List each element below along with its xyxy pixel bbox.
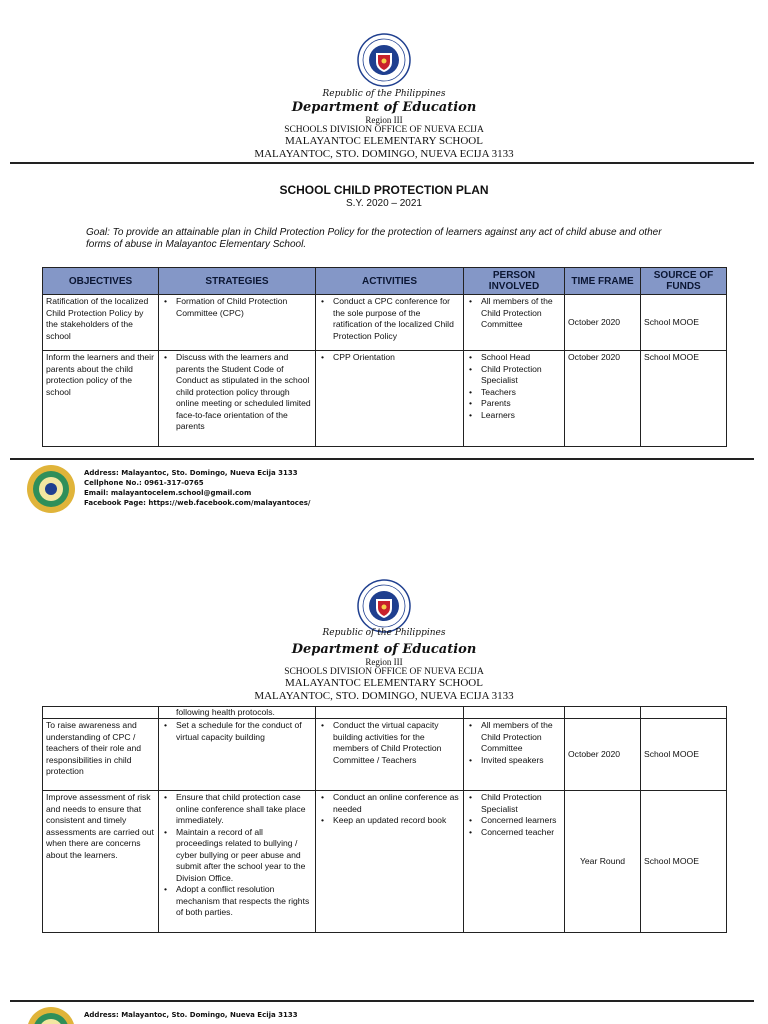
col-time-frame: TIME FRAME bbox=[565, 268, 641, 295]
strategies-cell bbox=[159, 295, 316, 351]
department-line: Department of Education bbox=[291, 642, 477, 657]
time-frame-cell: October 2020 bbox=[565, 351, 641, 447]
list-item: • CPP Orientation bbox=[333, 352, 460, 364]
objective-cell: Ratification of the localized Child Protection Policy by the stakeholders of the school bbox=[43, 295, 159, 351]
list-item: • School Head bbox=[481, 352, 561, 364]
list-item: • Set a schedule for the conduct of virtual capacity building bbox=[176, 720, 312, 743]
activities-cell bbox=[316, 719, 464, 791]
school-name-line: MALAYANTOC ELEMENTARY SCHOOL bbox=[285, 135, 483, 147]
source-cell: School MOOE bbox=[641, 791, 727, 933]
footer-divider bbox=[10, 458, 754, 460]
school-name-line: MALAYANTOC ELEMENTARY SCHOOL bbox=[285, 677, 483, 689]
department-line: Department of Education bbox=[291, 100, 477, 115]
footer-address: Address: Malayantoc, Sto. Domingo, Nueva Ecija 3133 bbox=[84, 469, 298, 477]
school-address-line: MALAYANTOC, STO. DOMINGO, NUEVA ECIJA 3133 bbox=[254, 148, 514, 160]
source-cell: School MOOE bbox=[641, 295, 727, 351]
col-objectives: OBJECTIVES bbox=[43, 268, 159, 295]
school-address-line: MALAYANTOC, STO. DOMINGO, NUEVA ECIJA 3133 bbox=[254, 690, 514, 702]
persons-cell bbox=[464, 351, 565, 447]
header-divider bbox=[10, 162, 754, 164]
persons-cell bbox=[464, 791, 565, 933]
page2-footer bbox=[0, 1004, 768, 1024]
school-logo-icon bbox=[26, 1006, 76, 1024]
time-frame-cell: Year Round bbox=[565, 791, 641, 933]
table-row bbox=[43, 351, 727, 447]
source-cell: School MOOE bbox=[641, 719, 727, 791]
page-title: SCHOOL CHILD PROTECTION PLAN bbox=[279, 183, 489, 197]
list-item: • Discuss with the learners and parents the Student Code of Conduct as stipulated in the school child protection policy through online meeting or scheduled limited face-to-face orientation of the parents bbox=[176, 352, 312, 433]
col-activities: ACTIVITIES bbox=[316, 268, 464, 295]
objective-cell: Inform the learners and their parents about the child protection policy of the school bbox=[43, 351, 159, 447]
footer-divider bbox=[10, 1000, 754, 1002]
objective-cell: To raise awareness and understanding of CPC / teachers of their role and responsibilities in child protection bbox=[43, 719, 159, 791]
deped-seal-icon bbox=[357, 33, 411, 87]
activities-cell bbox=[316, 295, 464, 351]
plan-table-page1 bbox=[42, 267, 727, 447]
deped-seal-icon bbox=[357, 579, 411, 633]
list-item: • Concerned teacher bbox=[481, 827, 561, 839]
list-item: • Concerned learners bbox=[481, 815, 561, 827]
table-row bbox=[43, 719, 727, 791]
col-strategies: STRATEGIES bbox=[159, 268, 316, 295]
list-item: • Conduct the virtual capacity building activities for the members of Child Protection Committee / Teachers bbox=[333, 720, 460, 766]
table-row bbox=[43, 707, 727, 719]
persons-cell bbox=[464, 719, 565, 791]
activities-cell bbox=[316, 791, 464, 933]
school-year: S.Y. 2020 – 2021 bbox=[346, 198, 422, 209]
division-line: SCHOOLS DIVISION OFFICE OF NUEVA ECIJA bbox=[284, 125, 484, 135]
list-item: • Maintain a record of all proceedings related to bullying / cyber bullying or peer abuse and submit after the school year to the Division Office. bbox=[176, 827, 312, 885]
list-item: • Teachers bbox=[481, 387, 561, 399]
col-source-of-funds: SOURCE OF FUNDS bbox=[641, 268, 727, 295]
strategies-cell bbox=[159, 719, 316, 791]
source-cell: School MOOE bbox=[641, 351, 727, 447]
list-item: • Ensure that child protection case online conference shall take place immediately. bbox=[176, 792, 312, 827]
republic-line: Republic of the Philippines bbox=[322, 89, 446, 99]
footer-address: Address: Malayantoc, Sto. Domingo, Nueva Ecija 3133 bbox=[84, 1011, 298, 1019]
page1-footer bbox=[0, 462, 768, 522]
list-item: • Child Protection Specialist bbox=[481, 792, 561, 815]
plan-table-page2 bbox=[42, 706, 727, 933]
footer-cellphone: Cellphone No.: 0961-317-0765 bbox=[84, 479, 204, 487]
time-frame-cell: October 2020 bbox=[565, 719, 641, 791]
goal-statement: Goal: To provide an attainable plan in Child Protection Policy for the protection of learners against any act of child abuse and other forms of abuse in Malayantoc Elementary School. bbox=[86, 227, 662, 250]
list-item: • Keep an updated record book bbox=[333, 815, 460, 827]
list-item: • Parents bbox=[481, 398, 561, 410]
strategies-cell bbox=[159, 351, 316, 447]
list-item: • All members of the Child Protection Committee bbox=[481, 720, 561, 755]
table-row bbox=[43, 791, 727, 933]
list-item: • Conduct a CPC conference for the sole purpose of the ratification of the localized Child Protection Policy bbox=[333, 296, 460, 342]
list-item: • Conduct an online conference as needed bbox=[333, 792, 460, 815]
republic-line: Republic of the Philippines bbox=[322, 628, 446, 638]
objective-cell: Improve assessment of risk and needs to ensure that consistent and timely assessments are carried out when there are concerns about the learners. bbox=[43, 791, 159, 933]
list-item: • Invited speakers bbox=[481, 755, 561, 767]
footer-facebook: Facebook Page: https://web.facebook.com/malayantoces/ bbox=[84, 499, 311, 507]
persons-cell bbox=[464, 295, 565, 351]
col-person-involved: PERSON INVOLVED bbox=[464, 268, 565, 295]
list-item: • Formation of Child Protection Committee (CPC) bbox=[176, 296, 312, 319]
list-item: • Learners bbox=[481, 410, 561, 422]
time-frame-cell: October 2020 bbox=[565, 295, 641, 351]
division-line: SCHOOLS DIVISION OFFICE OF NUEVA ECIJA bbox=[284, 667, 484, 677]
list-item: • Child Protection Specialist bbox=[481, 364, 561, 387]
page1-letterhead bbox=[0, 33, 768, 163]
region-line: Region III bbox=[365, 657, 403, 667]
list-item: • All members of the Child Protection Committee bbox=[481, 296, 561, 331]
table-row bbox=[43, 295, 727, 351]
school-logo-icon bbox=[26, 464, 76, 514]
continued-text: following health protocols. bbox=[159, 707, 316, 719]
strategies-cell bbox=[159, 791, 316, 933]
region-line: Region III bbox=[365, 115, 403, 125]
activities-cell bbox=[316, 351, 464, 447]
page2-letterhead bbox=[0, 579, 768, 704]
list-item: • Adopt a conflict resolution mechanism that respects the rights of both parties. bbox=[176, 884, 312, 919]
footer-email: Email: malayantocelem.school@gmail.com bbox=[84, 489, 252, 497]
